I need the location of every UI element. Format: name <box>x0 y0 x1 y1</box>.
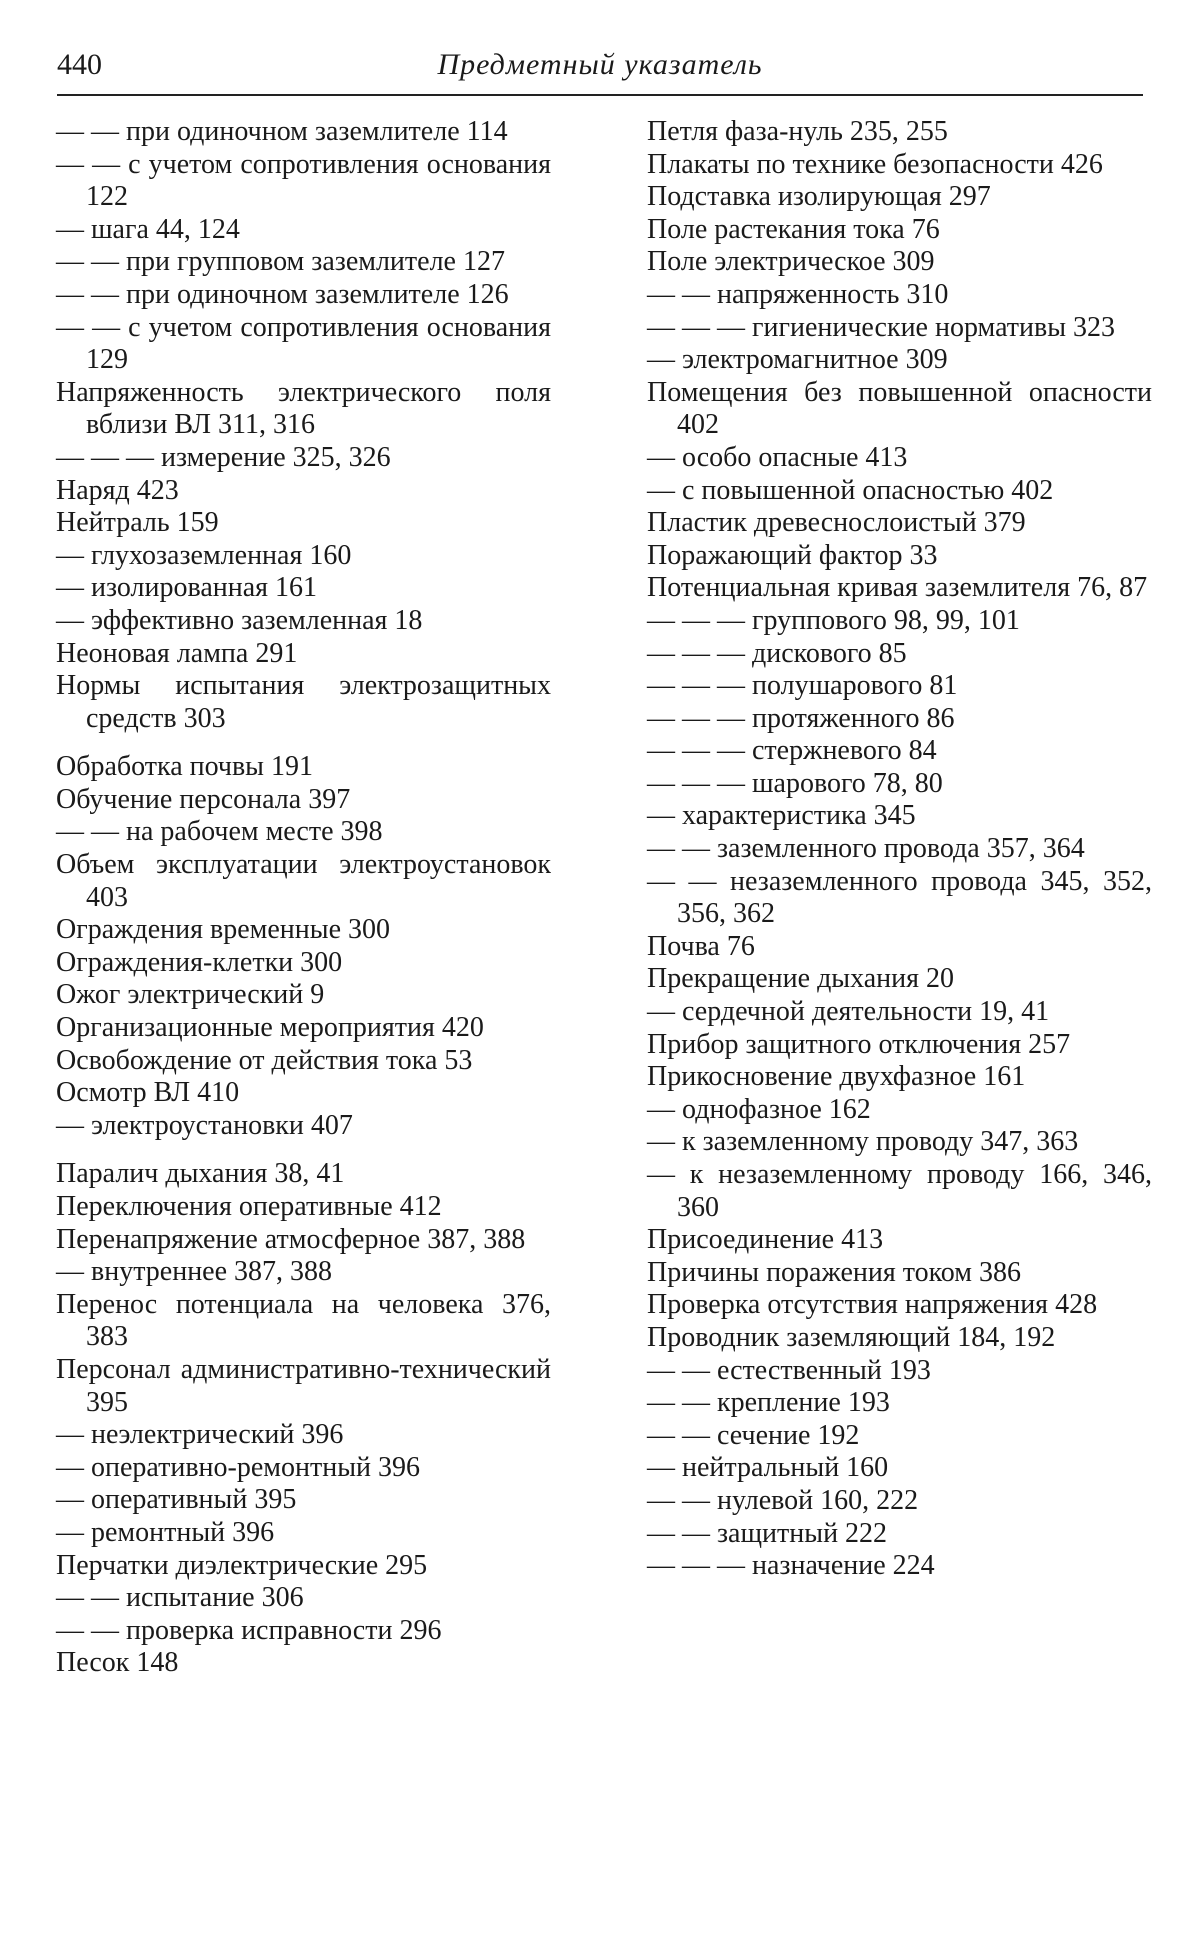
index-entry: Поле растекания тока 76 <box>647 213 940 245</box>
index-entry: — неэлектрический 396 <box>56 1419 344 1451</box>
index-entry: — — нулевой 160, 222 <box>647 1484 919 1516</box>
index-entry: Помещения без повышенной опасности 402 <box>647 376 1152 441</box>
index-entry: Паралич дыхания 38, 41 <box>56 1158 345 1190</box>
index-entry: Проводник заземляющий 184, 192 <box>647 1321 1056 1353</box>
index-entry: Потенциальная кривая заземлителя 76, 87 <box>647 572 1148 604</box>
index-entry: Наряд 423 <box>56 474 179 506</box>
index-entry: — однофазное 162 <box>647 1093 871 1125</box>
index-column-left <box>56 116 551 1680</box>
index-column-right <box>647 116 1152 1583</box>
index-entry: Персонал административно-технический 395 <box>56 1353 551 1418</box>
index-entry: Проверка отсутствия напряжения 428 <box>647 1289 1098 1321</box>
index-entry: — к заземленному проводу 347, 363 <box>647 1126 1079 1158</box>
index-entry: Прибор защитного отключения 257 <box>647 1028 1071 1060</box>
index-entry: Поражающий фактор 33 <box>647 539 938 571</box>
index-entry: — внутреннее 387, 388 <box>56 1256 333 1288</box>
index-entry: — — — назначение 224 <box>647 1550 935 1582</box>
index-entry: — — при одиночном заземлителе 126 <box>56 278 509 310</box>
index-entry: Переключения оперативные 412 <box>56 1191 442 1222</box>
page-number: 440 <box>57 48 102 81</box>
index-entry: — к незаземленному проводу 166, 346, 360 <box>647 1159 1152 1223</box>
index-entry: — электроустановки 407 <box>56 1109 353 1141</box>
index-entry: — — при одиночном заземлителе 114 <box>56 116 508 147</box>
index-entry: — шага 44, 124 <box>56 213 240 245</box>
index-entry: Подставка изолирующая 297 <box>647 181 991 213</box>
index-entry: — особо опасные 413 <box>647 441 908 473</box>
index-entry: — — — дискового 85 <box>647 637 907 669</box>
index-entry: — глухозаземленная 160 <box>56 539 352 571</box>
index-entry: — характеристика 345 <box>647 800 916 832</box>
index-entry: Пластик древеснослоистый 379 <box>647 507 1026 539</box>
index-entry: Причины поражения током 386 <box>647 1256 1021 1288</box>
index-entry: — сердечной деятельности 19, 41 <box>647 996 1050 1028</box>
index-entry: — оперативный 395 <box>56 1484 297 1516</box>
index-entry: — с повышенной опасностью 402 <box>647 474 1054 506</box>
index-entry: Почва 76 <box>647 930 755 962</box>
index-entry: Ожог электрический 9 <box>56 979 325 1011</box>
index-entry: — электромагнитное 309 <box>647 344 948 376</box>
index-entry: Прекращение дыхания 20 <box>647 963 955 995</box>
index-entry: Ограждения временные 300 <box>56 914 391 946</box>
index-entry: Перенапряжение атмосферное 387, 388 <box>56 1223 526 1255</box>
index-entry: Присоединение 413 <box>647 1224 884 1256</box>
index-entry: — — — шарового 78, 80 <box>647 767 943 799</box>
index-entry: — — на рабочем месте 398 <box>56 816 383 848</box>
index-entry: Неоновая лампа 291 <box>56 637 298 669</box>
index-entry: — эффективно заземленная 18 <box>56 604 423 636</box>
index-entry: Петля фаза-нуль 235, 255 <box>647 116 948 147</box>
index-entry: — — — полушарового 81 <box>647 670 958 702</box>
index-entry: — — — группового 98, 99, 101 <box>647 604 1020 636</box>
index-entry: Песок 148 <box>56 1647 179 1679</box>
index-entry: Нейтраль 159 <box>56 507 219 539</box>
index-entry: Напряженность электрического поля вблизи ВЛ 311, 316 <box>56 376 551 441</box>
index-entry: — — испытание 306 <box>56 1582 304 1614</box>
index-entry: Осмотр ВЛ 410 <box>56 1077 240 1109</box>
index-entry: — изолированная 161 <box>56 572 318 604</box>
index-entry: — — — протяженного 86 <box>647 702 955 734</box>
index-entry: — — проверка исправности 296 <box>56 1614 442 1646</box>
index-entry: — — при групповом заземлителе 127 <box>56 246 505 278</box>
index-entry: — — с учетом сопротивления основания 129 <box>56 311 551 376</box>
index-entry: Нормы испытания электрозащитных средств 303 <box>56 670 551 734</box>
index-entry: — ремонтный 396 <box>56 1516 275 1548</box>
index-entry: Прикосновение двухфазное 161 <box>647 1061 1026 1093</box>
index-entry: — — незаземленного провода 345, 352, 356, 362 <box>647 865 1152 930</box>
index-entry: — — — измерение 325, 326 <box>56 441 391 473</box>
section-gap <box>56 735 551 751</box>
index-entry: Освобождение от действия тока 53 <box>56 1044 473 1076</box>
section-gap <box>56 1142 551 1158</box>
index-entry: Ограждения-клетки 300 <box>56 946 343 978</box>
index-entry: Объем эксплуатации электроустановок 403 <box>56 849 551 913</box>
index-entry: — — защитный 222 <box>647 1517 888 1549</box>
index-entry: — — крепление 193 <box>647 1387 890 1419</box>
index-entry: Обработка почвы 191 <box>56 751 313 783</box>
index-entry: — — сечение 192 <box>647 1419 860 1451</box>
index-entry: — — — гигиенические нормативы 323 <box>647 311 1116 343</box>
index-entry: Организационные мероприятия 420 <box>56 1012 484 1044</box>
index-entry: Поле электрическое 309 <box>647 246 935 278</box>
index-entry: — — естественный 193 <box>647 1354 931 1386</box>
index-entry: — — заземленного провода 357, 364 <box>647 833 1085 865</box>
index-entry: Плакаты по технике безопасности 426 <box>647 148 1103 180</box>
index-entry: — оперативно-ремонтный 396 <box>56 1451 421 1483</box>
index-entry: — — с учетом сопротивления основания 122 <box>56 148 551 213</box>
index-entry: Обучение персонала 397 <box>56 783 351 815</box>
index-entry: Перчатки диэлектрические 295 <box>56 1549 428 1581</box>
index-entry: — — напряженность 310 <box>647 278 949 310</box>
running-title: Предметный указатель <box>437 48 763 81</box>
index-entry: Перенос потенциала на человека 376, 383 <box>56 1288 551 1353</box>
index-entry: — нейтральный 160 <box>647 1452 889 1484</box>
page-header <box>57 44 1143 96</box>
index-entry: — — — стержневого 84 <box>647 735 937 767</box>
